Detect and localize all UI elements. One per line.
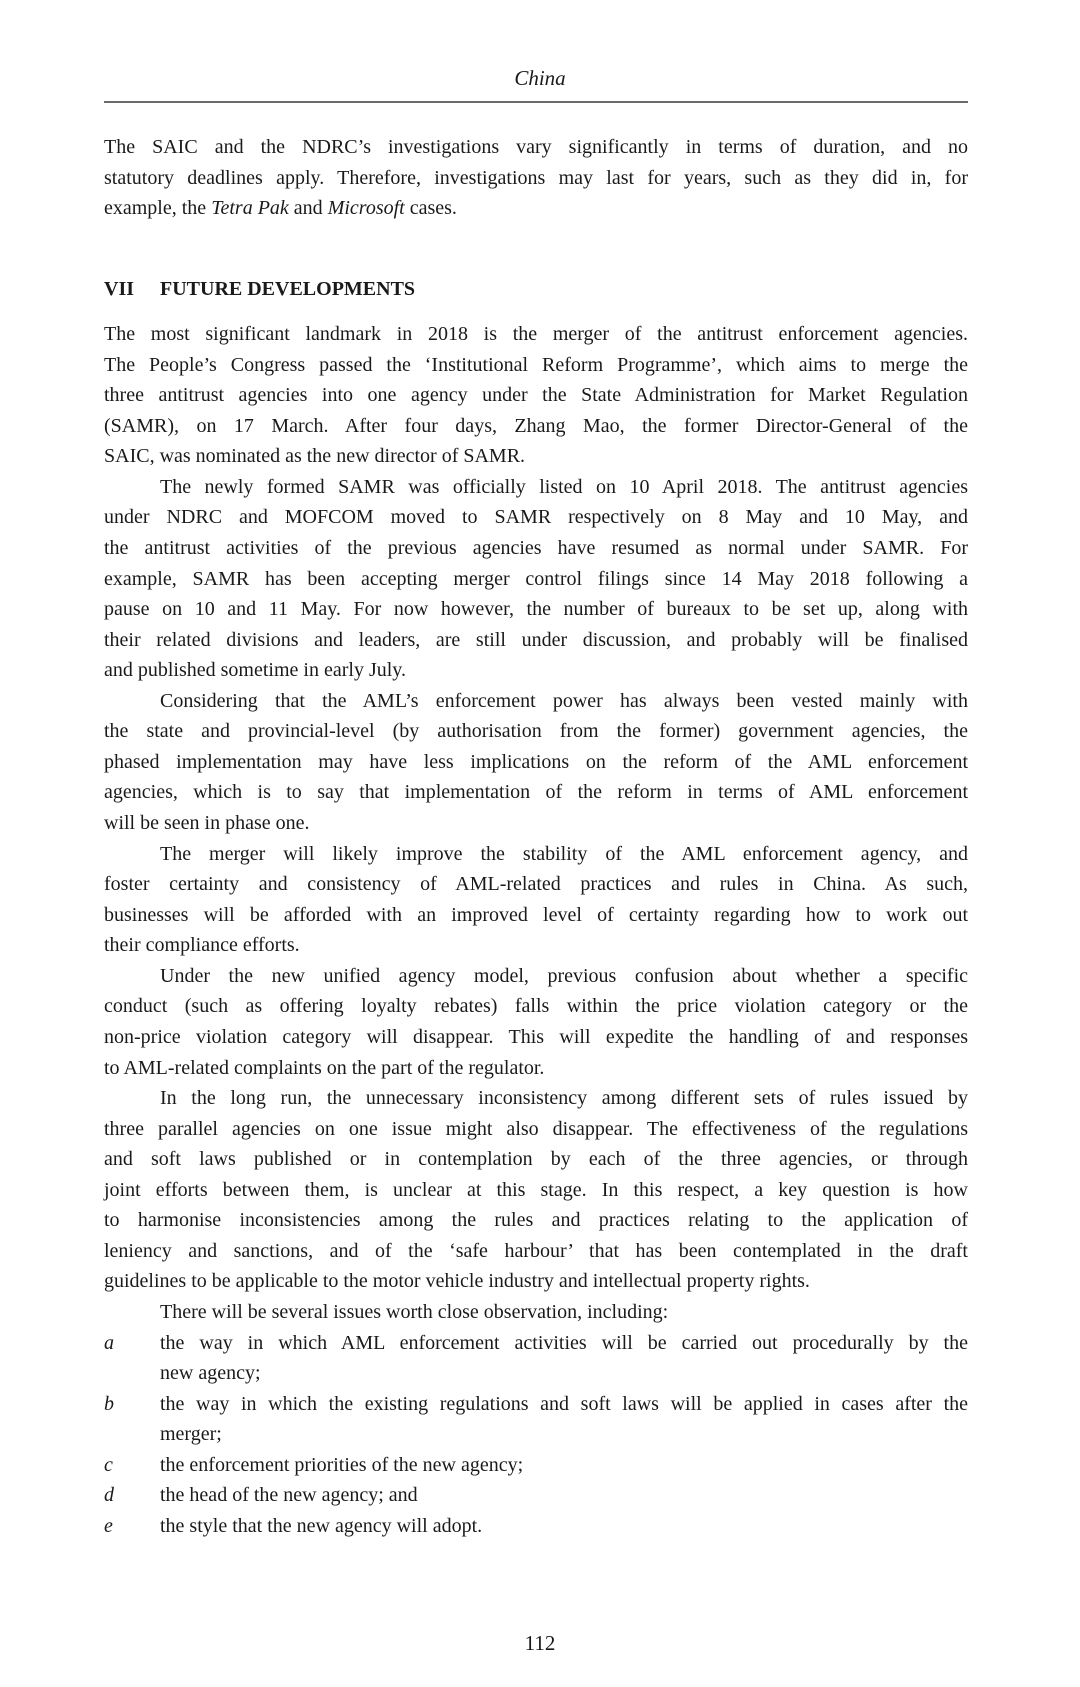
text-line: the antitrust activities of the previous agencies have resumed as normal under SAMR. For: [104, 536, 968, 559]
text-line: non-price violation category will disappear. This will expedite the handling of and responses: [104, 1025, 968, 1048]
paragraph: [104, 839, 968, 961]
text-line: guidelines to be applicable to the motor vehicle industry and intellectual property rights.: [104, 1270, 810, 1293]
text-line: their related divisions and leaders, are still under discussion, and probably will be finalised: [104, 628, 968, 651]
text-line: The newly formed SAMR was officially listed on 10 April 2018. The antitrust agencies: [160, 475, 968, 498]
paragraph: [104, 961, 968, 1083]
text-line: the head of the new agency; and: [160, 1484, 418, 1507]
text-fragment: example, the: [104, 197, 212, 220]
list-item: [104, 1450, 968, 1481]
running-header: China: [514, 66, 566, 90]
text-line: their compliance efforts.: [104, 934, 300, 957]
text-line: the enforcement priorities of the new agency;: [160, 1453, 524, 1476]
text-line: new agency;: [160, 1362, 261, 1385]
intro-paragraph: [104, 132, 968, 224]
header-rule: [104, 101, 968, 103]
text-line: pause on 10 and 11 May. For now however, the number of bureaux to be set up, along with: [104, 598, 968, 621]
section-heading: [104, 275, 415, 303]
text-line: The merger will likely improve the stability of the AML enforcement agency, and: [160, 842, 968, 865]
text-line: leniency and sanctions, and of the ‘safe harbour’ that has been contemplated in the draft: [104, 1239, 968, 1262]
text-line: and published sometime in early July.: [104, 659, 406, 682]
text-line: (SAMR), on 17 March. After four days, Zhang Mao, the former Director-General of the: [104, 414, 968, 437]
text-line: three parallel agencies on one issue might also disappear. The effectiveness of the regulations: [104, 1117, 968, 1140]
text-line: The most significant landmark in 2018 is the merger of the antitrust enforcement agencies.: [104, 323, 968, 345]
text-line: foster certainty and consistency of AML-related practices and rules in China. As such,: [104, 873, 968, 896]
list-label: c: [104, 1453, 113, 1476]
list-label: a: [104, 1331, 114, 1354]
text-line: statutory deadlines apply. Therefore, investigations may last for years, such as they did in, for: [104, 166, 968, 189]
paragraph: [104, 319, 968, 472]
list-item-text: [160, 1328, 968, 1389]
text-line: the way in which the existing regulations and soft laws will be applied in cases after the: [160, 1392, 968, 1415]
list-item: [104, 1511, 968, 1542]
section-title: FUTURE DEVELOPMENTS: [160, 278, 416, 300]
section-body: [104, 319, 968, 1542]
list-item: [104, 1328, 968, 1389]
text-line: SAIC, was nominated as the new director of SAMR.: [104, 445, 526, 468]
text-line: In the long run, the unnecessary inconsistency among different sets of rules issued by: [160, 1087, 968, 1110]
text-line: will be seen in phase one.: [104, 812, 310, 834]
paragraph: [104, 1083, 968, 1297]
text-line: There will be several issues worth close observation, including:: [160, 1301, 669, 1323]
list-item-text: [160, 1450, 968, 1481]
list-item-text: [160, 1511, 968, 1542]
text-line: to AML-related complaints on the part of the regulator.: [104, 1056, 545, 1079]
text-line: the state and provincial-level (by authorisation from the former) government agencies, the: [104, 720, 968, 743]
text-line: merger;: [160, 1423, 222, 1446]
text-line: the way in which AML enforcement activities will be carried out procedurally by the: [160, 1331, 968, 1354]
text-line: The SAIC and the NDRC’s investigations vary significantly in terms of duration, and no: [104, 136, 968, 158]
text-line: Under the new unified agency model, previous confusion about whether a specific: [160, 964, 968, 987]
text-line: and soft laws published or in contemplation by each of the three agencies, or through: [104, 1148, 968, 1171]
text-line: agencies, which is to say that implementation of the reform in terms of AML enforcement: [104, 781, 968, 804]
text-fragment: cases.: [404, 197, 457, 220]
text-line: example, SAMR has been accepting merger control filings since 14 May 2018 following a: [104, 567, 968, 590]
list-label: b: [104, 1392, 114, 1415]
text-line: Considering that the AML’s enforcement power has always been vested mainly with: [160, 689, 968, 712]
text-fragment: and: [288, 197, 328, 220]
list-label: d: [104, 1484, 114, 1507]
list-label: e: [104, 1514, 113, 1537]
case-name-tetra-pak: Tetra Pak: [211, 197, 289, 220]
paragraph: [104, 1297, 968, 1328]
section-number: VII: [104, 278, 135, 300]
paragraph: [104, 686, 968, 839]
list-item-text: [160, 1389, 968, 1450]
list-item: [104, 1480, 968, 1511]
text-line: the style that the new agency will adopt.: [160, 1514, 483, 1537]
text-line: to harmonise inconsistencies among the rules and practices relating to the application of: [104, 1209, 968, 1232]
paragraph: [104, 472, 968, 686]
text-line: [104, 193, 968, 224]
text-line: joint efforts between them, is unclear at this stage. In this respect, a key question is how: [104, 1178, 968, 1201]
text-line: phased implementation may have less implications on the reform of the AML enforcement: [104, 750, 968, 773]
case-name-microsoft: Microsoft: [327, 197, 405, 220]
list-item-text: [160, 1480, 968, 1511]
text-line: three antitrust agencies into one agency under the State Administration for Market Regulation: [104, 384, 968, 407]
page-number: 112: [524, 1631, 556, 1655]
text-line: conduct (such as offering loyalty rebates) falls within the price violation category or the: [104, 995, 968, 1018]
text-line: under NDRC and MOFCOM moved to SAMR respectively on 8 May and 10 May, and: [104, 506, 968, 529]
text-line: businesses will be afforded with an improved level of certainty regarding how to work out: [104, 903, 968, 926]
list-item: [104, 1389, 968, 1450]
text-line: The People’s Congress passed the ‘Institutional Reform Programme’, which aims to merge the: [104, 353, 968, 376]
